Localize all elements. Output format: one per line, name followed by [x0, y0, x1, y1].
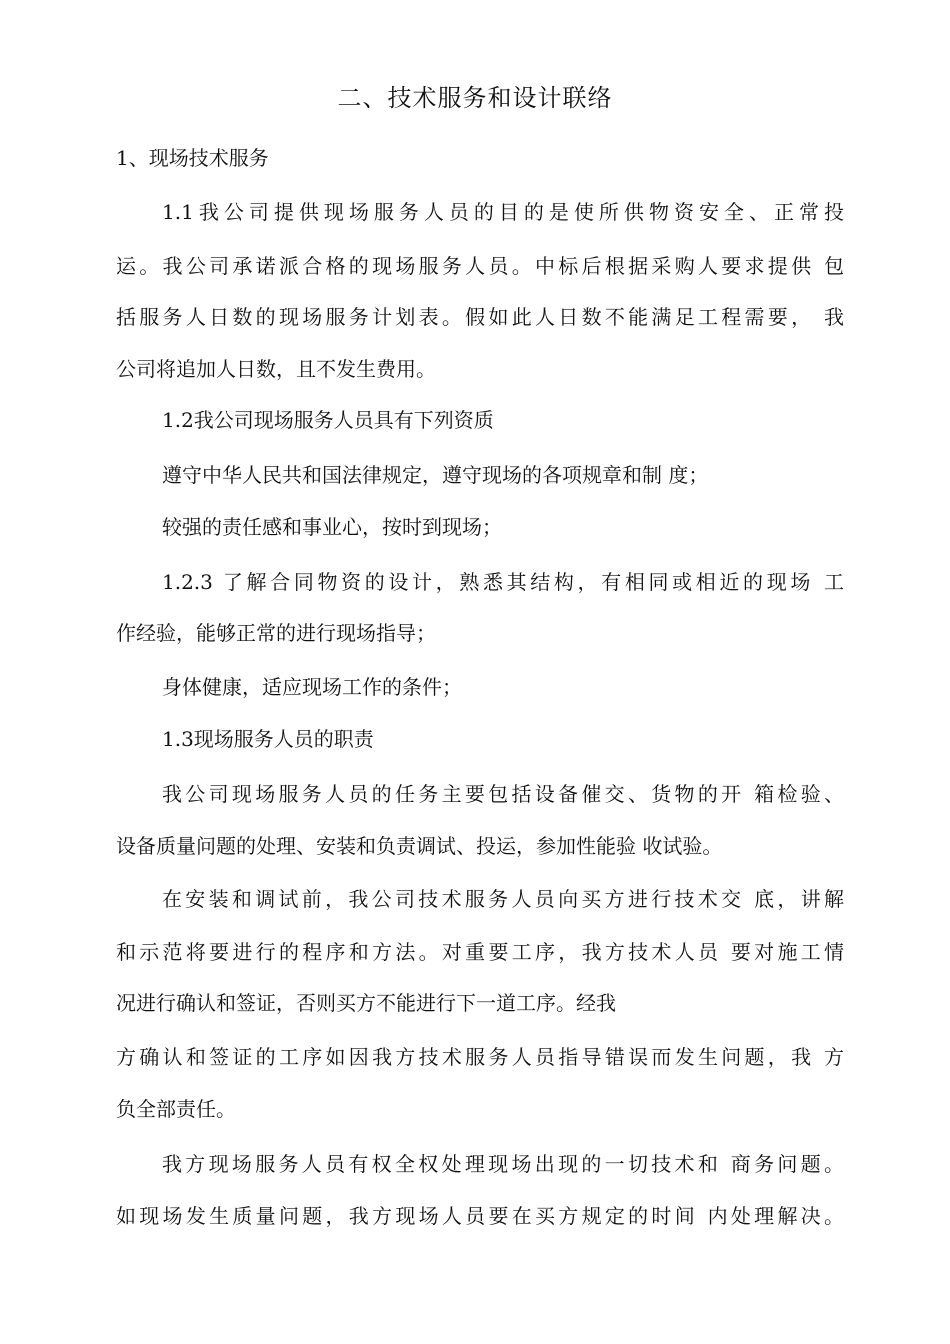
document-title: 二、技术服务和设计联络: [337, 84, 613, 112]
paragraph-line: 我公司现场服务人员的任务主要包括设备催交、货物的开 箱检验、: [162, 782, 844, 806]
paragraph-line: 方确认和签证的工序如因我方技术服务人员指导错误而发生问题，我 方: [116, 1045, 844, 1069]
paragraph-line: 括服务人日数的现场服务计划表。假如此人日数不能满足工程需要， 我: [116, 305, 844, 329]
paragraph-line: 负全部责任。: [116, 1097, 236, 1121]
paragraph-line: 况进行确认和签证，否则买方不能进行下一道工序。经我: [116, 991, 616, 1015]
paragraph-line: 1.1我公司提供现场服务人员的目的是使所供物资安全、正常投: [162, 200, 844, 224]
paragraph-line: 运。我公司承诺派合格的现场服务人员。中标后根据采购人要求提供 包: [116, 254, 844, 278]
subsection-heading: 1.3现场服务人员的职责: [162, 727, 374, 751]
paragraph-line: 较强的责任感和事业心，按时到现场；: [162, 515, 502, 539]
paragraph-line: 公司将追加人日数，且不发生费用。: [116, 357, 436, 381]
paragraph-line: 遵守中华人民共和国法律规定，遵守现场的各项规章和制 度；: [162, 463, 709, 487]
paragraph-line: 设备质量问题的处理、安装和负责调试、投运，参加性能验 收试验。: [116, 834, 723, 858]
paragraph-line: 身体健康，适应现场工作的条件；: [162, 675, 462, 699]
paragraph-line: 在安装和调试前，我公司技术服务人员向买方进行技术交 底，讲解: [162, 887, 844, 911]
section-heading: 1、现场技术服务: [116, 146, 269, 170]
paragraph-line: 我方现场服务人员有权全权处理现场出现的一切技术和 商务问题。: [162, 1152, 844, 1176]
paragraph-line: 作经验，能够正常的进行现场指导；: [116, 621, 436, 645]
paragraph-line: 和示范将要进行的程序和方法。对重要工序，我方技术人员 要对施工情: [116, 940, 844, 964]
paragraph-line: 1.2.3 了解合同物资的设计，熟悉其结构，有相同或相近的现场 工: [162, 570, 844, 594]
paragraph-line: 如现场发生质量问题，我方现场人员要在买方规定的时间 内处理解决。: [116, 1204, 844, 1228]
subsection-heading: 1.2我公司现场服务人员具有下列资质: [162, 408, 494, 432]
